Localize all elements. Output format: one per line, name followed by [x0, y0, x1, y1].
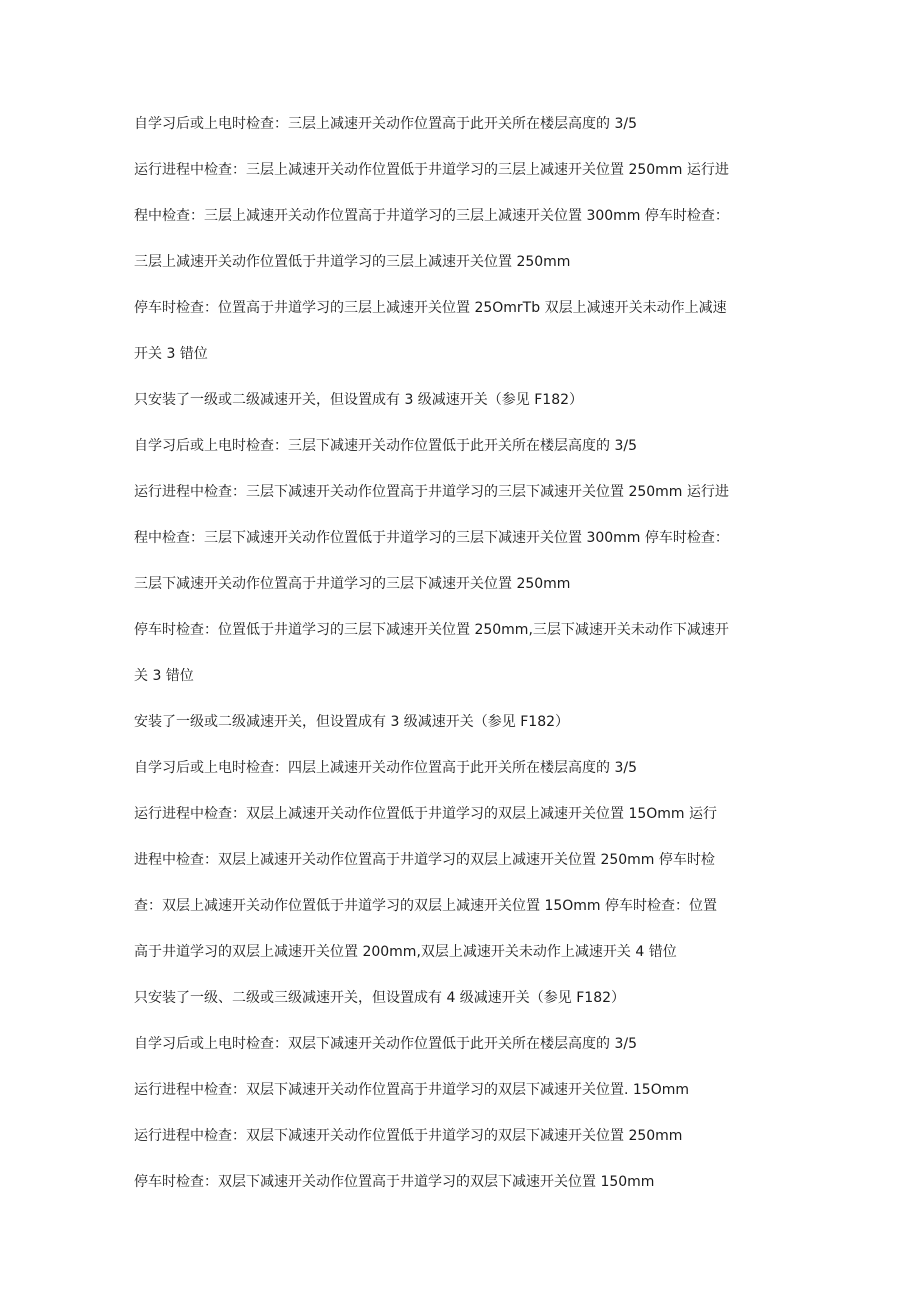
text-line: 停车时检查：双层下减速开关动作位置高于井道学习的双层下减速开关位置 150mm [134, 1174, 655, 1190]
text-line: 查：双层上减速开关动作位置低于井道学习的双层上减速开关位置 15Omm 停车时检查：位置 [134, 898, 718, 914]
text-line: 三层上减速开关动作位置低于井道学习的三层上减速开关位置 250mm [134, 254, 571, 270]
text-line: 自学习后或上电时检查：三层下减速开关动作位置低于此开关所在楼层高度的 3/5 [134, 438, 637, 454]
text-line: 安装了一级或二级减速开关，但设置成有 3 级减速开关（参见 F182） [134, 714, 570, 730]
text-line: 自学习后或上电时检查：双层下减速开关动作位置低于此开关所在楼层高度的 3/5 [134, 1036, 637, 1052]
text-line: 自学习后或上电时检查：三层上减速开关动作位置高于此开关所在楼层高度的 3/5 [134, 116, 637, 132]
document-body [134, 110, 784, 1214]
text-line: 停车时检查：位置高于井道学习的三层上减速开关位置 25OmrTb 双层上减速开关未动作上减速 [134, 300, 727, 316]
text-line: 程中检查：三层下减速开关动作位置低于井道学习的三层下减速开关位置 300mm 停车时检查： [134, 530, 729, 546]
text-line: 自学习后或上电时检查：四层上减速开关动作位置高于此开关所在楼层高度的 3/5 [134, 760, 637, 776]
text-line: 运行进程中检查：三层下减速开关动作位置高于井道学习的三层下减速开关位置 250mm 运行进 [134, 484, 729, 500]
text-line: 只安装了一级、二级或三级减速开关，但设置成有 4 级减速开关（参见 F182） [134, 990, 626, 1006]
text-line: 三层下减速开关动作位置高于井道学习的三层下减速开关位置 250mm [134, 576, 571, 592]
text-line: 运行进程中检查：三层上减速开关动作位置低于井道学习的三层上减速开关位置 250mm 运行进 [134, 162, 729, 178]
text-line: 停车时检查：位置低于井道学习的三层下减速开关位置 250mm,三层下减速开关未动作下减速开 [134, 622, 729, 638]
text-line: 程中检查：三层上减速开关动作位置高于井道学习的三层上减速开关位置 300mm 停车时检查： [134, 208, 729, 224]
text-line: 高于井道学习的双层上减速开关位置 200mm,双层上减速开关未动作上减速开关 4 错位 [134, 944, 677, 960]
text-line: 运行进程中检查：双层下减速开关动作位置低于井道学习的双层下减速开关位置 250mm [134, 1128, 683, 1144]
text-line: 关 3 错位 [134, 668, 194, 684]
text-line: 只安装了一级或二级减速开关，但设置成有 3 级减速开关（参见 F182） [134, 392, 584, 408]
text-line: 运行进程中检查：双层上减速开关动作位置低于井道学习的双层上减速开关位置 15Omm 运行 [134, 806, 718, 822]
text-line: 运行进程中检查：双层下减速开关动作位置高于井道学习的双层下减速开关位置. 15Omm [134, 1082, 690, 1098]
text-line: 开关 3 错位 [134, 346, 208, 362]
text-line: 进程中检查：双层上减速开关动作位置高于井道学习的双层上减速开关位置 250mm 停车时检 [134, 852, 715, 868]
